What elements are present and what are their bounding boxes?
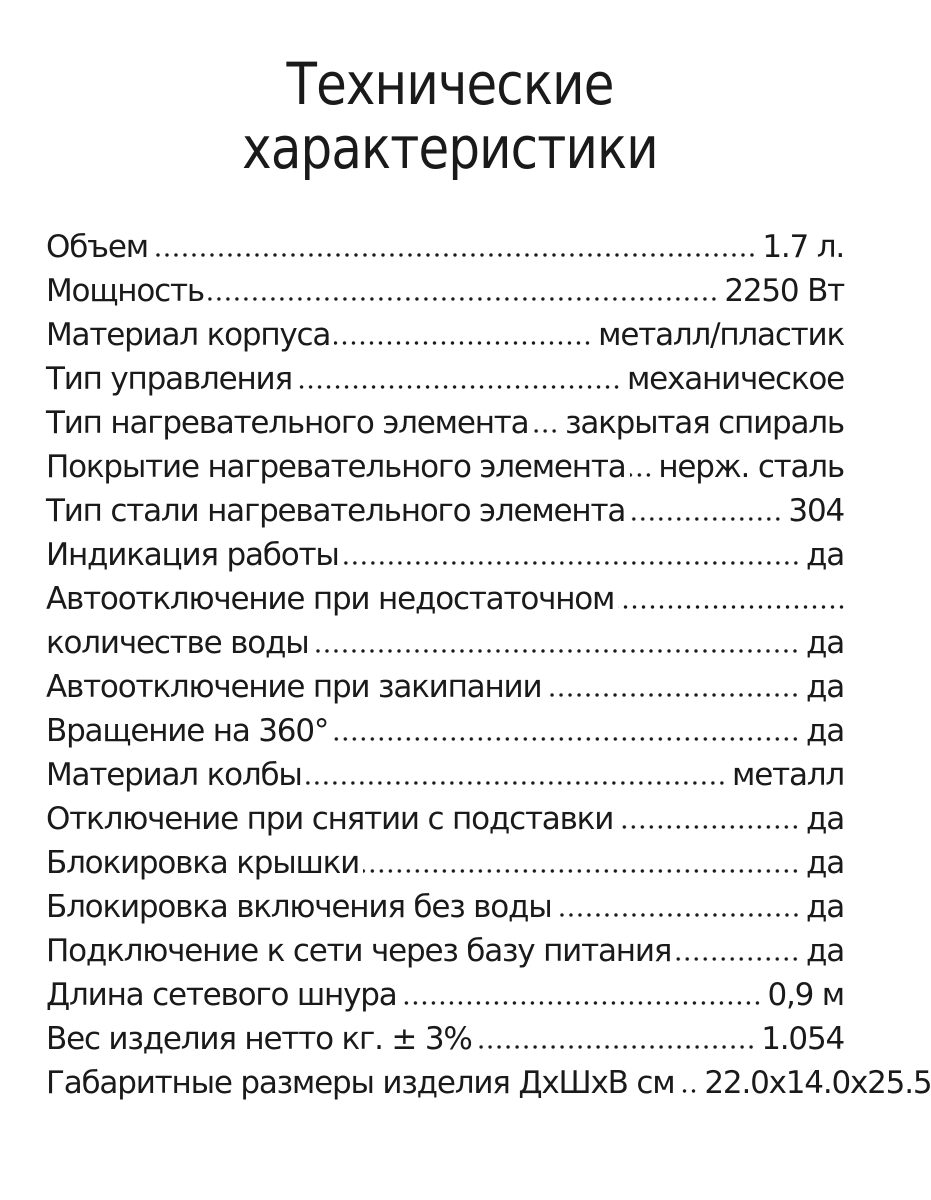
spec-label: Материал корпуса (46, 317, 331, 353)
dot-leader (343, 561, 800, 565)
spec-label: Автоотключение при недостаточном (46, 581, 615, 617)
spec-value: да (805, 801, 844, 837)
dot-leader (312, 649, 799, 653)
spec-label: Вращение на 360° (46, 713, 329, 749)
spec-label: Покрытие нагревательного элемента (46, 449, 626, 485)
dot-leader (476, 1045, 756, 1049)
dot-leader (545, 693, 800, 697)
spec-value: да (805, 889, 844, 925)
spec-label: Подключение к сети через базу питания (46, 933, 672, 969)
spec-row-boil-shutoff (46, 662, 844, 706)
spec-value: металл/пластик (598, 317, 844, 353)
spec-row-flask-material (46, 750, 844, 794)
dot-leader (296, 385, 621, 389)
spec-value: 304 (788, 493, 844, 529)
spec-label: Объем (46, 229, 148, 265)
dot-leader (306, 781, 726, 785)
spec-label: Мощность (46, 273, 204, 309)
dot-leader (630, 473, 653, 477)
spec-value: да (805, 537, 844, 573)
spec-value: 0,9 м (767, 977, 844, 1013)
spec-row-low-water-shutoff-line1 (46, 574, 844, 618)
spec-label: количестве воды (46, 625, 309, 661)
spec-value: да (805, 933, 844, 969)
spec-row-power (46, 266, 844, 310)
spec-row-cord-length (46, 970, 844, 1014)
spec-row-rotation (46, 706, 844, 750)
spec-label: Длина сетевого шнура (46, 977, 397, 1013)
spec-value: да (805, 625, 844, 661)
spec-value: закрытая спираль (565, 405, 844, 441)
dot-leader (678, 1089, 698, 1093)
spec-row-control-type (46, 354, 844, 398)
dot-leader (334, 341, 592, 345)
spec-row-body-material (46, 310, 844, 354)
spec-row-indicator (46, 530, 844, 574)
spec-label: Блокировка включения без воды (46, 889, 552, 925)
spec-value: нерж. сталь (658, 449, 844, 485)
spec-value: 22.0х14.0х25.5 (704, 1065, 931, 1101)
dot-leader (332, 737, 800, 741)
dot-leader (618, 605, 846, 609)
spec-label: Тип нагревательного элемента (46, 405, 529, 441)
spec-value: да (805, 713, 844, 749)
spec-label: Тип управления (46, 361, 292, 397)
spec-value: да (805, 669, 844, 705)
spec-label: Габаритные размеры изделия ДхШхВ см (46, 1065, 675, 1101)
dot-leader (617, 825, 800, 829)
dot-leader (675, 957, 800, 961)
spec-label: Индикация работы (46, 537, 339, 573)
spec-row-volume (46, 222, 844, 266)
spec-row-heater-type (46, 398, 844, 442)
dot-leader (363, 869, 800, 873)
spec-value: металл (732, 757, 844, 793)
title-line-1: Технические (286, 50, 614, 118)
spec-row-lid-lock (46, 838, 844, 882)
dot-leader (152, 253, 756, 257)
spec-row-net-weight (46, 1014, 844, 1058)
spec-value: 1.054 (761, 1021, 844, 1057)
specs-list (46, 222, 931, 1102)
spec-value: механическое (626, 361, 844, 397)
spec-label: Автоотключение при закипании (46, 669, 542, 705)
spec-value: да (805, 845, 844, 881)
spec-row-power-base (46, 926, 844, 970)
dot-leader (556, 913, 800, 917)
spec-value: 2250 Вт (724, 273, 844, 309)
dot-leader (208, 297, 718, 301)
spec-row-heater-steel (46, 486, 844, 530)
spec-row-dimensions (46, 1058, 931, 1102)
spec-label: Вес изделия нетто кг. ± 3% (46, 1021, 472, 1057)
spec-row-low-water-shutoff-line2 (46, 618, 844, 662)
spec-row-dry-lock (46, 882, 844, 926)
title-line-2: характеристики (242, 114, 658, 182)
spec-row-base-removal-shutoff (46, 794, 844, 838)
spec-label: Блокировка крышки (46, 845, 360, 881)
spec-label: Материал колбы (46, 757, 302, 793)
spec-row-heater-coating (46, 442, 844, 486)
spec-label: Отключение при снятии с подставки (46, 801, 614, 837)
page-title (63, 52, 837, 180)
dot-leader (629, 517, 782, 521)
spec-value: 1.7 л. (762, 229, 844, 265)
dot-leader (532, 429, 559, 433)
spec-label: Тип стали нагревательного элемента (46, 493, 626, 529)
dot-leader (401, 1001, 762, 1005)
